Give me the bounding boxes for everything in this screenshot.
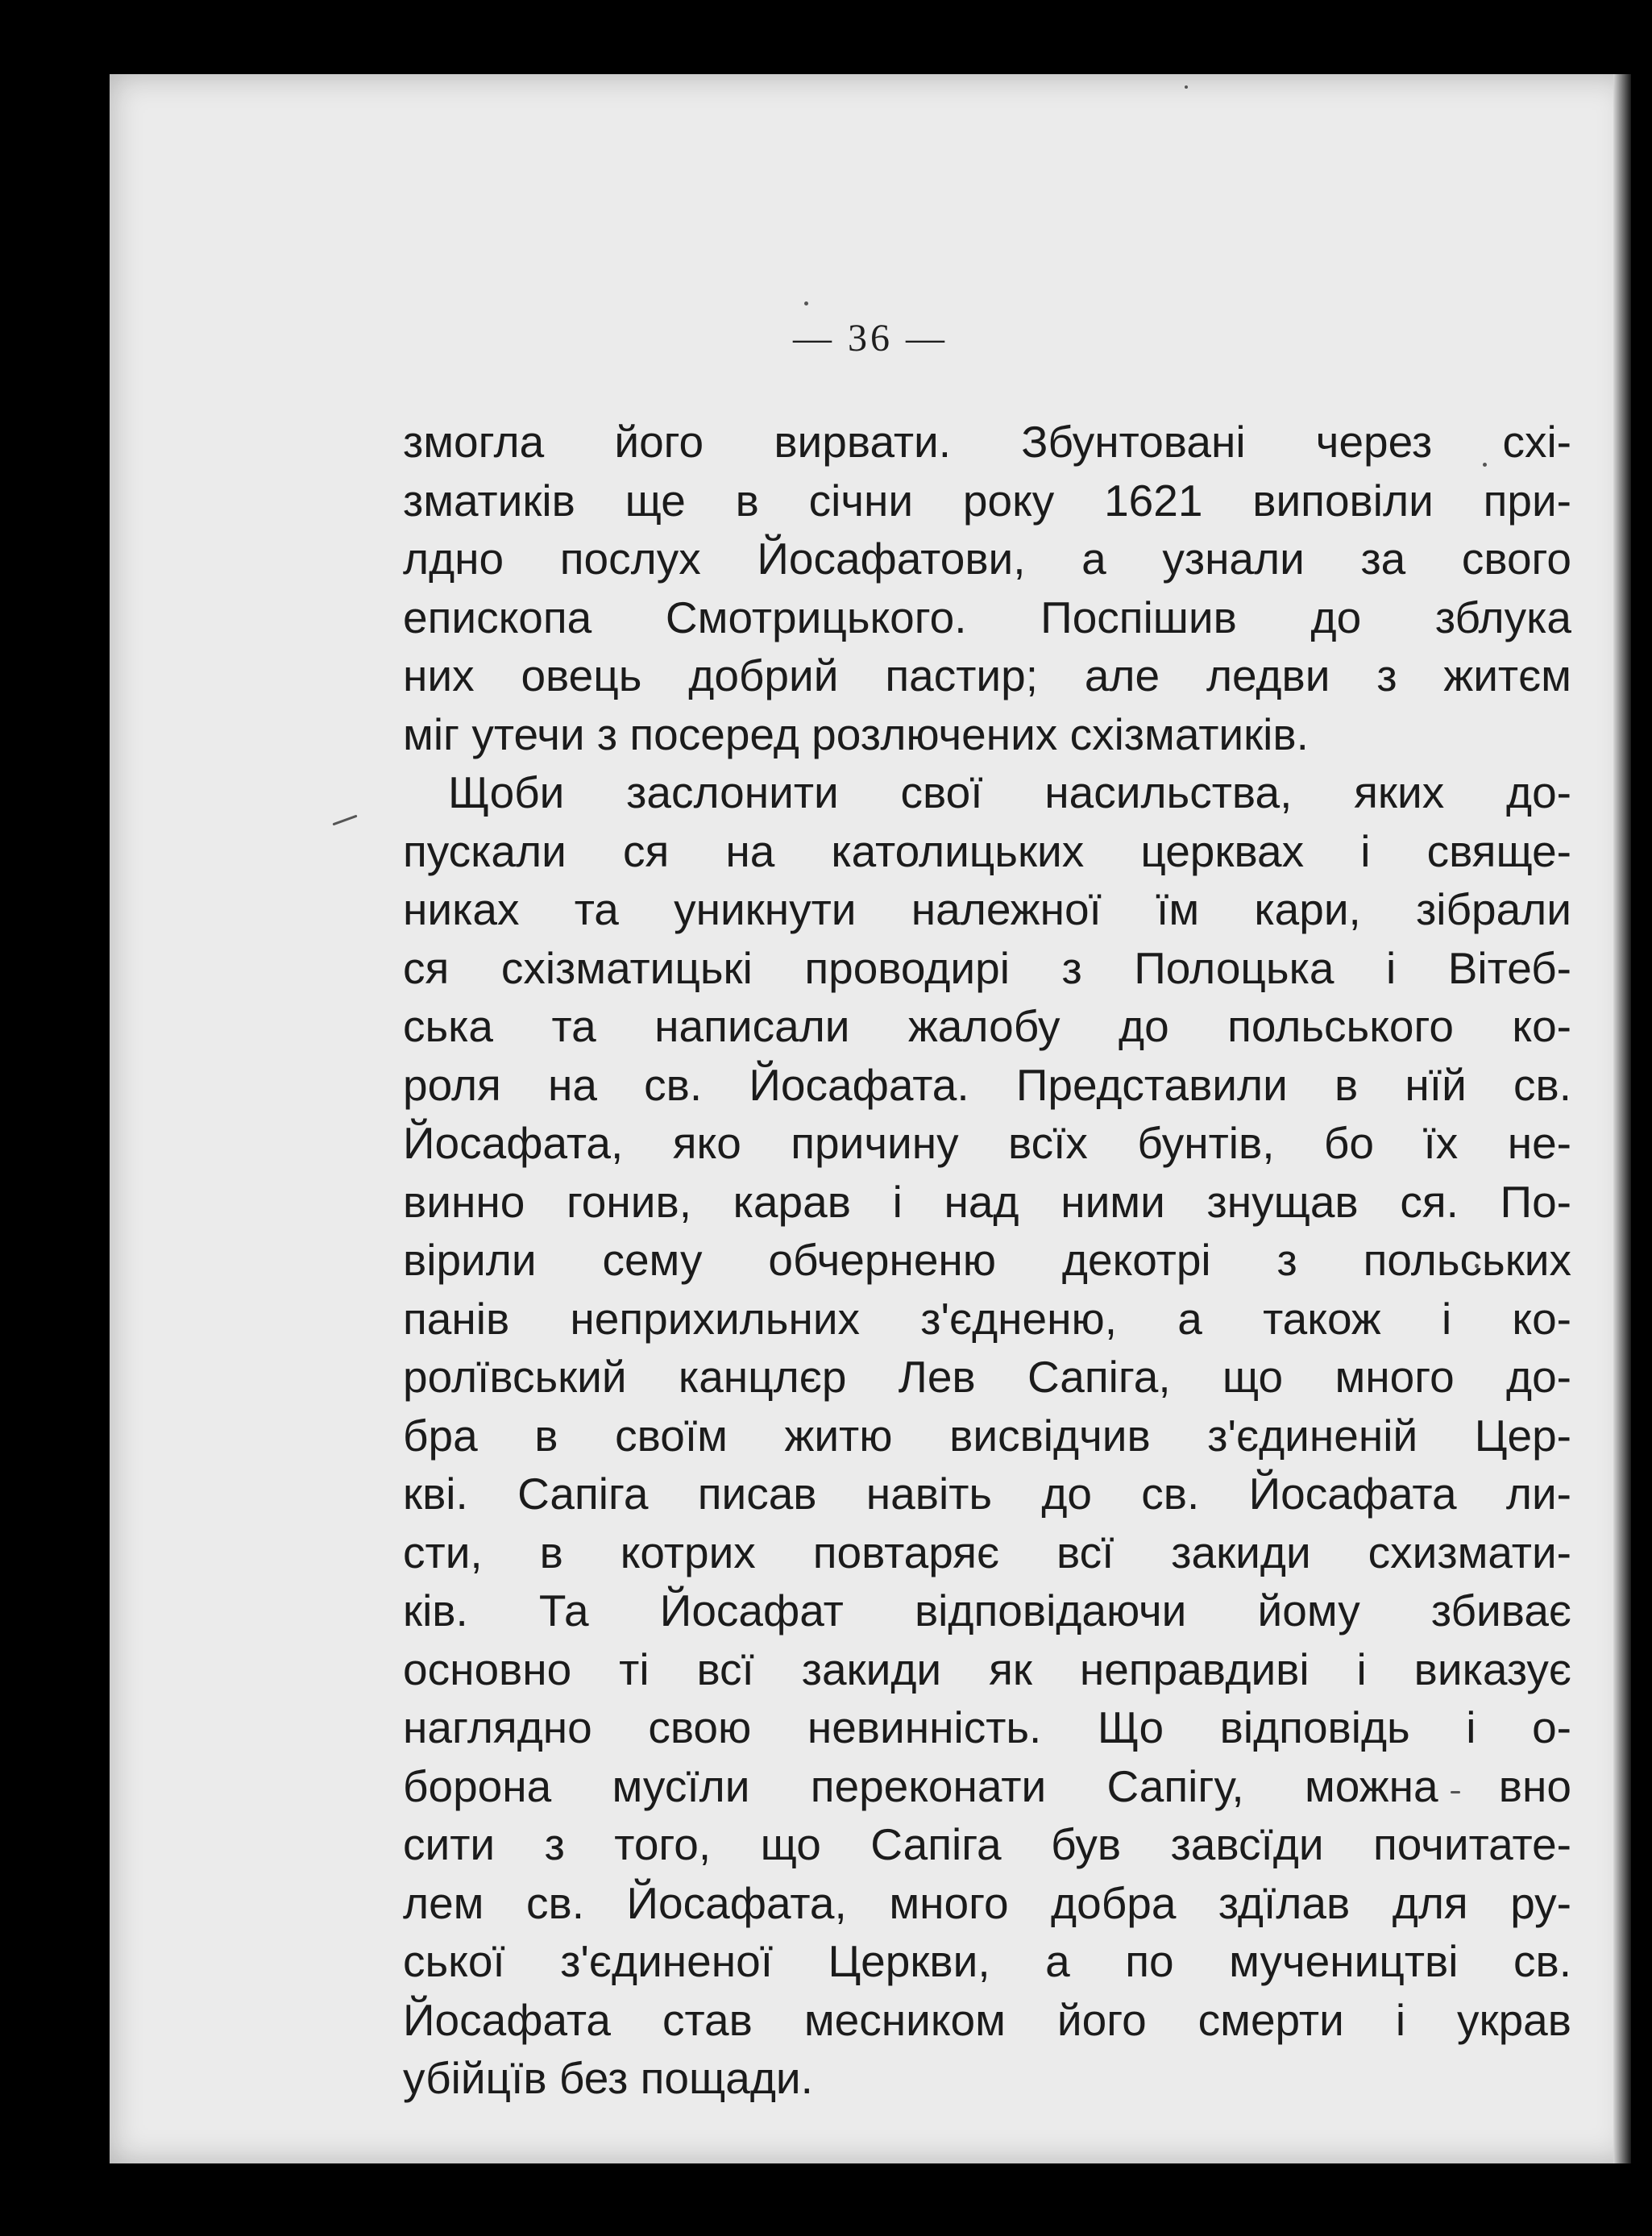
scan-speck <box>804 301 808 305</box>
text-line: лем св. Йосафата, много добра здїлав для ру- <box>403 1877 1571 1928</box>
body-text <box>403 413 1571 2108</box>
text-line: міг утечи з посеред розлючених схізматиків. <box>403 709 1309 759</box>
text-line: ська та написали жалобу до польського ко- <box>403 1001 1571 1051</box>
scan-speck <box>1185 85 1188 89</box>
text-line: вірили сему обчерненю декотрі з польських <box>403 1235 1571 1285</box>
text-line: пускали ся на католицьких церквах і свяще- <box>403 825 1571 876</box>
text-line: панів неприхильних з'єдненю, а також і ко- <box>403 1293 1571 1344</box>
text-line: ролївський канцлєр Лев Сапіга, що много до- <box>403 1352 1571 1402</box>
text-line: Щоби заслонити свої насильства, яких до- <box>448 767 1571 817</box>
text-line: лдно послух Йосафатови, а узнали за свого <box>403 534 1571 584</box>
text-line: основно ті всї закиди як неправдиві і виказує <box>403 1644 1571 1694</box>
text-line: зматиків ще в січни року 1621 виповіли при- <box>403 475 1571 526</box>
text-line: никах та уникнути належної їм кари, зібрали <box>403 884 1571 934</box>
page-number: — 36 — <box>793 317 948 360</box>
page-edge-shadow <box>1613 74 1631 2163</box>
text-line: винно гонив, карав і над ними знущав ся. По- <box>403 1176 1571 1227</box>
text-line: Йосафата, яко причину всїх бунтів, бо їх не- <box>403 1118 1571 1168</box>
text-line: сити з того, що Сапіга був завсїди почитате- <box>403 1819 1571 1869</box>
text-line: ської з'єдиненої Церкви, а по мучеництві св. <box>403 1936 1571 1986</box>
text-line: ся схізматицькі проводирі з Полоцька і Вітеб- <box>403 942 1571 993</box>
text-line: Йосафата став месником його смерти і украв <box>403 1994 1571 2045</box>
text-line: наглядно свою невинність. Що відповідь і о- <box>403 1702 1571 1752</box>
text-line: кві. Сапіга писав навіть до св. Йосафата ли- <box>403 1469 1571 1519</box>
text-line: них овець добрий пастир; але ледви з житєм <box>403 650 1571 700</box>
text-line: роля на св. Йосафата. Представили в нїй св. <box>403 1059 1571 1110</box>
text-line: бра в своїм житю висвідчив з'єдиненій Цер- <box>403 1410 1571 1461</box>
text-line: убійцїв без пощади. <box>403 2053 813 2103</box>
scan-speck <box>332 815 357 826</box>
text-line: борона мусїли переконати Сапігу, можна вно <box>403 1760 1571 1811</box>
text-line: змогла його вирвати. Збунтовані через схі- <box>403 417 1571 467</box>
text-line: епископа Смотрицького. Поспішив до зблука <box>403 592 1571 642</box>
book-page <box>110 74 1631 2163</box>
text-line: ків. Та Йосафат відповідаючи йому збиває <box>403 1586 1571 1635</box>
text-line: сти, в котрих повтаряє всї закиди схизмати- <box>403 1527 1571 1577</box>
